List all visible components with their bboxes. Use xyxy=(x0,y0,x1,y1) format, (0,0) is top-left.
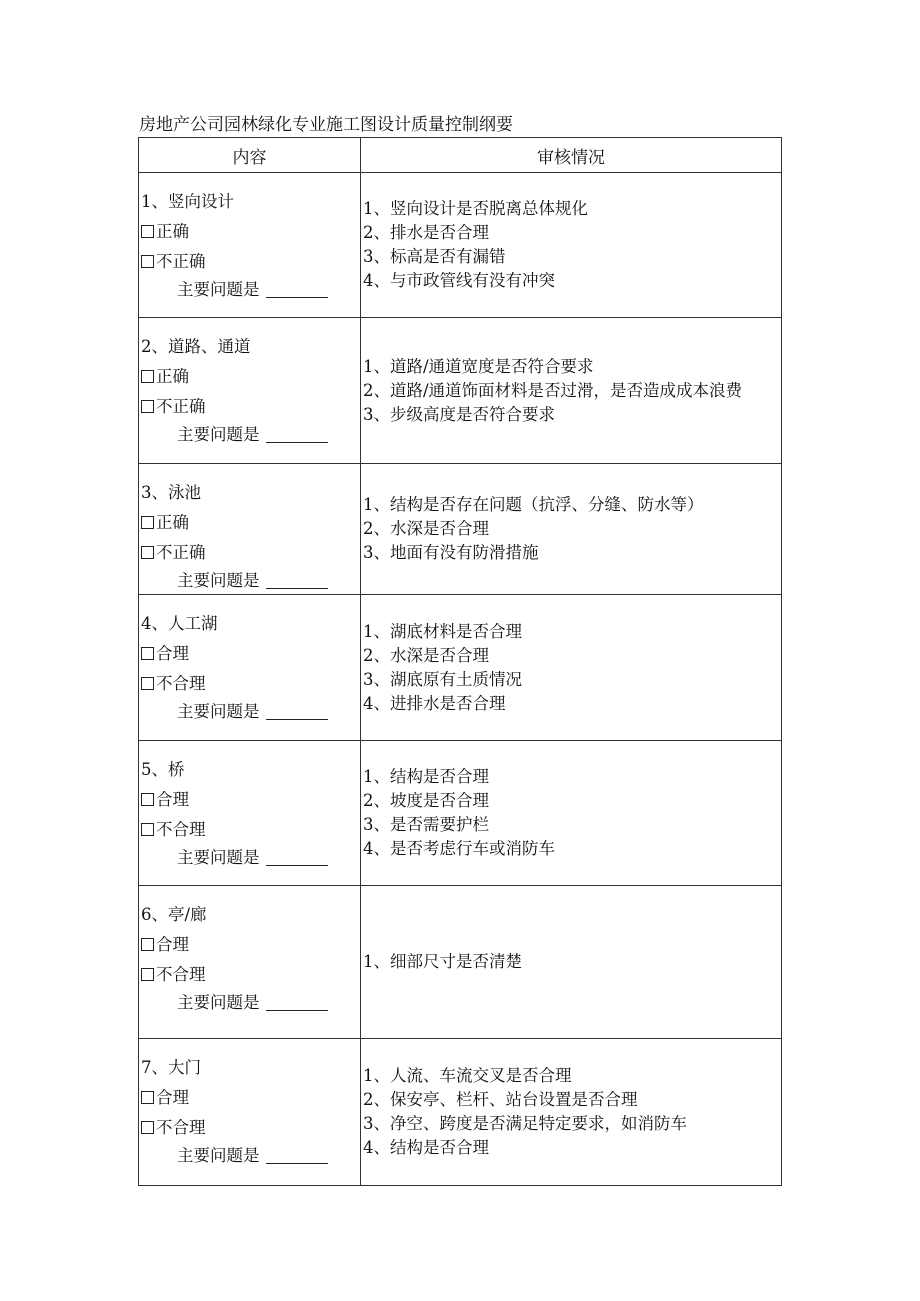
problem-blank-field[interactable] xyxy=(266,1149,328,1164)
criteria-item: 1、结构是否存在问题（抗浮、分缝、防水等） xyxy=(363,495,704,514)
option-negative[interactable] xyxy=(141,1113,360,1143)
problem-blank-field[interactable] xyxy=(266,851,328,866)
option-label: 不正确 xyxy=(156,252,206,271)
problem-blank-field[interactable] xyxy=(266,996,328,1011)
table-row xyxy=(139,595,782,741)
problem-label: 主要问题是 xyxy=(177,425,260,444)
option-negative[interactable] xyxy=(141,392,360,422)
content-cell xyxy=(139,318,361,464)
option-label: 不合理 xyxy=(156,965,206,984)
problem-line xyxy=(141,699,360,725)
checkbox-icon[interactable] xyxy=(141,677,154,690)
table-row xyxy=(139,318,782,464)
checkbox-icon[interactable] xyxy=(141,823,154,836)
option-negative[interactable] xyxy=(141,669,360,699)
checkbox-icon[interactable] xyxy=(141,1121,154,1134)
criteria-item: 3、是否需要护栏 xyxy=(363,815,489,834)
option-label: 不正确 xyxy=(156,397,206,416)
criteria-item: 1、湖底材料是否合理 xyxy=(363,621,522,641)
option-label: 正确 xyxy=(156,513,189,532)
option-label: 合理 xyxy=(156,935,189,954)
review-cell xyxy=(361,173,782,318)
review-cell xyxy=(361,595,782,741)
problem-label: 主要问题是 xyxy=(177,848,260,867)
option-positive[interactable] xyxy=(141,639,360,669)
review-cell xyxy=(361,886,782,1039)
content-cell xyxy=(139,464,361,595)
criteria-item: 2、水深是否合理 xyxy=(363,645,489,665)
problem-blank-field[interactable] xyxy=(266,574,328,589)
option-positive[interactable] xyxy=(141,1083,360,1113)
table-header-row xyxy=(139,138,782,173)
item-title: 3、泳池 xyxy=(141,483,201,502)
option-label: 正确 xyxy=(156,222,189,241)
criteria-item: 3、湖底原有土质情况 xyxy=(363,669,522,689)
content-cell xyxy=(139,173,361,318)
checkbox-icon[interactable] xyxy=(141,516,154,529)
table-row xyxy=(139,886,782,1039)
checkbox-icon[interactable] xyxy=(141,546,154,559)
option-label: 正确 xyxy=(156,367,189,386)
checkbox-icon[interactable] xyxy=(141,400,154,413)
option-label: 不合理 xyxy=(156,820,206,839)
problem-label: 主要问题是 xyxy=(177,702,260,721)
option-negative[interactable] xyxy=(141,247,360,277)
option-label: 合理 xyxy=(156,1088,189,1107)
header-review: 审核情况 xyxy=(361,138,782,173)
criteria-item: 1、人流、车流交叉是否合理 xyxy=(363,1066,572,1085)
criteria-item: 3、标高是否有漏错 xyxy=(363,247,506,266)
problem-line xyxy=(141,1143,360,1169)
checkbox-icon[interactable] xyxy=(141,225,154,238)
checkbox-icon[interactable] xyxy=(141,968,154,981)
problem-label: 主要问题是 xyxy=(177,1146,260,1165)
content-cell xyxy=(139,886,361,1039)
criteria-item: 2、坡度是否合理 xyxy=(363,791,489,810)
option-label: 不合理 xyxy=(156,674,206,693)
criteria-item: 2、保安亭、栏杆、站台设置是否合理 xyxy=(363,1090,638,1109)
option-negative[interactable] xyxy=(141,815,360,845)
option-positive[interactable] xyxy=(141,930,360,960)
document-title: 房地产公司园林绿化专业施工图设计质量控制纲要 xyxy=(139,115,513,135)
review-cell xyxy=(361,318,782,464)
content-cell xyxy=(139,595,361,741)
checkbox-icon[interactable] xyxy=(141,255,154,268)
criteria-item: 1、细部尺寸是否清楚 xyxy=(363,952,522,971)
item-title: 5、桥 xyxy=(141,760,185,779)
content-cell xyxy=(139,1039,361,1186)
item-title: 6、亭/廊 xyxy=(141,905,207,924)
problem-blank-field[interactable] xyxy=(266,705,328,720)
problem-label: 主要问题是 xyxy=(177,280,260,299)
checkbox-icon[interactable] xyxy=(141,1091,154,1104)
criteria-item: 2、水深是否合理 xyxy=(363,519,489,538)
item-title: 4、人工湖 xyxy=(141,614,218,633)
problem-blank-field[interactable] xyxy=(266,283,328,298)
criteria-item: 1、道路/通道宽度是否符合要求 xyxy=(363,356,594,376)
review-cell xyxy=(361,464,782,595)
criteria-item: 4、与市政管线有没有冲突 xyxy=(363,271,555,290)
review-cell xyxy=(361,1039,782,1186)
problem-line xyxy=(141,277,360,303)
criteria-item: 3、步级高度是否符合要求 xyxy=(363,404,555,424)
table-row xyxy=(139,1039,782,1186)
criteria-item: 2、排水是否合理 xyxy=(363,223,489,242)
criteria-item: 2、道路/通道饰面材料是否过滑，是否造成成本浪费 xyxy=(363,380,743,400)
criteria-item: 4、结构是否合理 xyxy=(363,1138,489,1157)
review-table xyxy=(138,137,782,1186)
problem-line xyxy=(141,568,360,594)
criteria-item: 4、进排水是否合理 xyxy=(363,693,506,713)
criteria-item: 3、地面有没有防滑措施 xyxy=(363,543,539,562)
checkbox-icon[interactable] xyxy=(141,370,154,383)
criteria-item: 3、净空、跨度是否满足特定要求，如消防车 xyxy=(363,1114,687,1133)
option-positive[interactable] xyxy=(141,217,360,247)
option-positive[interactable] xyxy=(141,508,360,538)
option-negative[interactable] xyxy=(141,960,360,990)
criteria-item: 1、竖向设计是否脱离总体规化 xyxy=(363,199,588,218)
content-cell xyxy=(139,741,361,886)
checkbox-icon[interactable] xyxy=(141,938,154,951)
option-label: 不正确 xyxy=(156,543,206,562)
option-positive[interactable] xyxy=(141,785,360,815)
item-title: 1、竖向设计 xyxy=(141,192,234,211)
problem-line xyxy=(141,422,360,448)
problem-line xyxy=(141,990,360,1016)
checkbox-icon[interactable] xyxy=(141,793,154,806)
item-title: 7、大门 xyxy=(141,1058,201,1077)
problem-label: 主要问题是 xyxy=(177,993,260,1012)
table-row xyxy=(139,464,782,595)
criteria-item: 4、是否考虑行车或消防车 xyxy=(363,839,555,858)
option-label: 合理 xyxy=(156,644,189,663)
option-label: 不合理 xyxy=(156,1118,206,1137)
review-cell xyxy=(361,741,782,886)
table-body xyxy=(139,173,782,1186)
item-title: 2、道路、通道 xyxy=(141,337,251,356)
problem-line xyxy=(141,845,360,871)
problem-blank-field[interactable] xyxy=(266,428,328,443)
option-label: 合理 xyxy=(156,790,189,809)
criteria-item: 1、结构是否合理 xyxy=(363,767,489,786)
problem-label: 主要问题是 xyxy=(177,571,260,590)
option-positive[interactable] xyxy=(141,362,360,392)
table-row xyxy=(139,173,782,318)
header-content: 内容 xyxy=(139,138,361,173)
table-row xyxy=(139,741,782,886)
checkbox-icon[interactable] xyxy=(141,647,154,660)
option-negative[interactable] xyxy=(141,538,360,568)
